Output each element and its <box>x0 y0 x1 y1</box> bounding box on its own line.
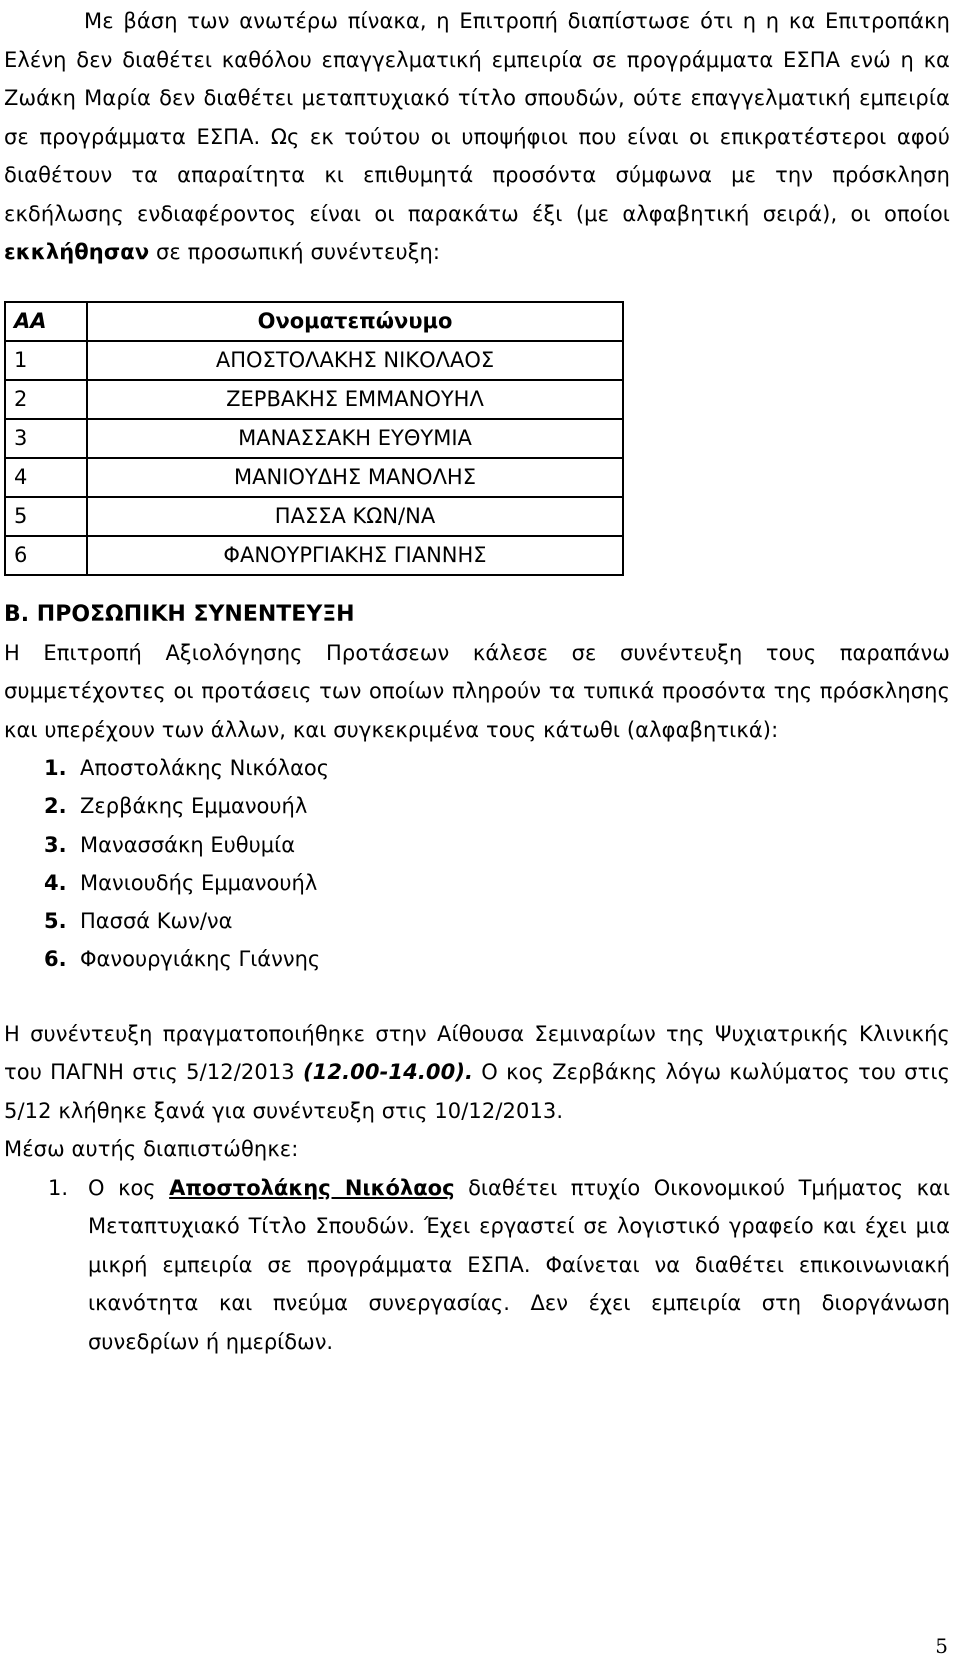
row-aa: 4 <box>5 458 87 497</box>
finding-text <box>88 1169 950 1362</box>
list-item <box>48 1169 950 1362</box>
intro-text-a: Με βάση των ανωτέρω πίνακα, η Επιτροπή διαπίστωσε ότι η η κα Επιτροπάκη Ελένη δεν διαθέτει καθόλου επαγγελματική εμπειρία σε προγράμματα ΕΣΠΑ ενώ η κα Ζωάκη Μαρία δεν διαθέτει μεταπτυχιακό τίτλο σπουδών, ούτε επαγγελματική εμπειρία σε προγράμματα ΕΣΠΑ. Ως εκ τούτου οι υποψήφιοι που είναι οι επικρατέστεροι αφού διαθέτουν τα απαραίτητα κι επιθυμητά προσόντα σύμφωνα με την πρόσκληση εκδήλωσης ενδιαφέροντος είναι οι παρακάτω έξι (με αλφαβητική σειρά), οι οποίοι <box>4 9 950 226</box>
interview-time: (12.00-14.00). <box>302 1060 474 1085</box>
intro-bold-word: εκκλήθησαν <box>4 240 150 264</box>
list-number: 1. <box>48 1175 69 1200</box>
list-number: 6. <box>44 947 67 972</box>
spacer <box>4 979 950 1015</box>
section-b-paragraph: Η Επιτροπή Αξιολόγησης Προτάσεων κάλεσε σε συνέντευξη τους παραπάνω συμμετέχοντες οι προτάσεις των οποίων πληρούν τα τυπικά προσόντα της πρόσκλησης και υπερέχουν των άλλων, και συγκεκριμένα τους κάτωθι (αλφαβητικά): <box>4 640 950 742</box>
row-name: ΖΕΡΒΑΚΗΣ ΕΜΜΑΝΟΥΗΛ <box>87 380 623 419</box>
row-aa: 2 <box>5 380 87 419</box>
row-aa: 6 <box>5 536 87 575</box>
candidates-table <box>4 301 624 576</box>
row-aa: 5 <box>5 497 87 536</box>
row-name: ΜΑΝΑΣΣΑΚΗ ΕΥΘΥΜΙΑ <box>87 419 623 458</box>
table-header-row <box>5 302 623 341</box>
list-item <box>44 864 950 902</box>
intro-text-b: σε προσωπική συνέντευξη: <box>149 240 441 264</box>
list-item <box>44 826 950 864</box>
table-row <box>5 419 623 458</box>
table-row <box>5 536 623 575</box>
row-aa: 1 <box>5 341 87 380</box>
row-name: ΑΠΟΣΤΟΛΑΚΗΣ ΝΙΚΟΛΑΟΣ <box>87 341 623 380</box>
table-row <box>5 341 623 380</box>
document-body <box>4 0 950 1361</box>
interview-candidates-list <box>4 749 950 979</box>
list-number: 1. <box>44 756 67 780</box>
row-aa: 3 <box>5 419 87 458</box>
list-item <box>44 749 950 787</box>
list-item <box>44 902 950 940</box>
row-name: ΦΑΝΟΥΡΓΙΑΚΗΣ ΓΙΑΝΝΗΣ <box>87 536 623 575</box>
candidate-name: Μανιουδής Εμμανουήλ <box>80 870 318 895</box>
candidate-name: Φανουργιάκης Γιάννης <box>80 947 321 972</box>
interview-text-b: Ο κος Ζερβάκης λόγω κωλύματος του στις 5/12 κλήθηκε ξανά για συνέντευξη στις 10/12/2013. <box>4 1060 950 1123</box>
finding-name: Αποστολάκης Νικόλαος <box>169 1175 455 1200</box>
finding-post: διαθέτει πτυχίο Οικονομικού Τμήματος και Μεταπτυχιακό Τίτλο Σπουδών. Έχει εργαστεί σε λογιστικό γραφείο και έχει μια μικρή εμπειρία σε προγράμματα ΕΣΠΑ. Φαίνεται να διαθέτει επικοινωνιακή ικανότητα και πνεύμα συνεργασίας. Δεν έχει εμπειρία στη διοργάνωση συνεδρίων ή ημερίδων. <box>88 1175 950 1354</box>
findings-label: Μέσω αυτής διαπιστώθηκε: <box>4 1137 299 1162</box>
interview-text-a: Η συνέντευξη πραγματοποιήθηκε στην Αίθουσα Σεμιναρίων της Ψυχιατρικής Κλινικής του ΠΑΓΝΗ στις 5/12/2013 <box>4 1021 950 1085</box>
table-row <box>5 380 623 419</box>
list-number: 4. <box>44 870 67 895</box>
table-row <box>5 497 623 536</box>
header-fullname: Ονοματεπώνυμο <box>87 302 623 341</box>
candidate-name: Μανασσάκη Ευθυμία <box>80 832 296 857</box>
page-number: 5 <box>935 1634 948 1658</box>
row-name: ΜΑΝΙΟΥΔΗΣ ΜΑΝΟΛΗΣ <box>87 458 623 497</box>
findings-list <box>4 1169 950 1362</box>
list-number: 2. <box>44 794 67 819</box>
section-b-title: Β. ΠΡΟΣΩΠΙΚΗ ΣΥΝΕΝΤΕΥΞΗ <box>4 601 355 627</box>
table-row <box>5 458 623 497</box>
candidate-name: Αποστολάκης Νικόλαος <box>80 756 330 780</box>
list-item <box>44 787 950 825</box>
list-number: 5. <box>44 909 67 934</box>
interview-paragraph <box>4 1015 950 1131</box>
candidate-name: Ζερβάκης Εμμανουήλ <box>80 794 308 819</box>
intro-paragraph <box>4 0 950 272</box>
list-number: 3. <box>44 832 67 857</box>
finding-pre: Ο κος <box>88 1175 170 1200</box>
list-item <box>44 940 950 978</box>
row-name: ΠΑΣΣΑ ΚΩΝ/ΝΑ <box>87 497 623 536</box>
header-aa: ΑΑ <box>5 302 87 341</box>
candidate-name: Πασσά Κων/να <box>80 909 233 934</box>
